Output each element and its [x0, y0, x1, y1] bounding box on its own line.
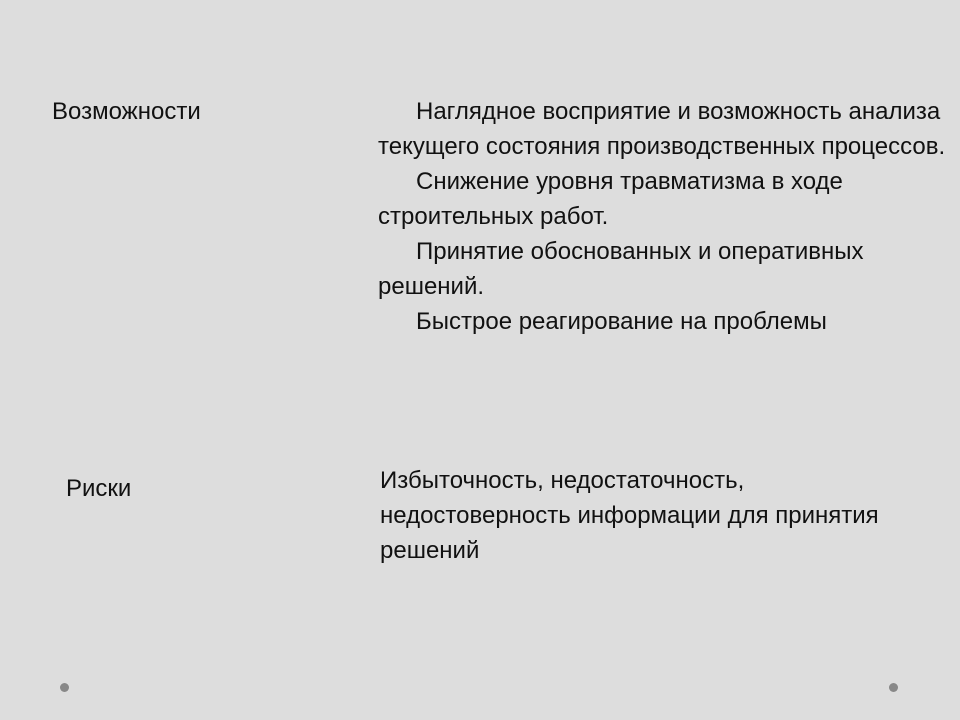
opportunity-item: Снижение уровня травматизма в ходе строительных работ.: [378, 168, 843, 230]
opportunity-item: Принятие обоснованных и оперативных решений.: [378, 238, 864, 300]
opportunities-heading: Возможности: [52, 98, 201, 125]
risks-block: [380, 463, 920, 568]
risks-text: Избыточность, недостаточность, недостоверность информации для принятия решений: [380, 467, 879, 564]
risks-heading: Риски: [66, 475, 132, 502]
opportunities-list: [378, 94, 948, 339]
opportunity-item: Быстрое реагирование на проблемы: [416, 308, 827, 335]
corner-dot-right: [889, 683, 898, 692]
opportunity-item: Наглядное восприятие и возможность анализа текущего состояния производственных процессов.: [378, 98, 946, 160]
corner-dot-left: [60, 683, 69, 692]
